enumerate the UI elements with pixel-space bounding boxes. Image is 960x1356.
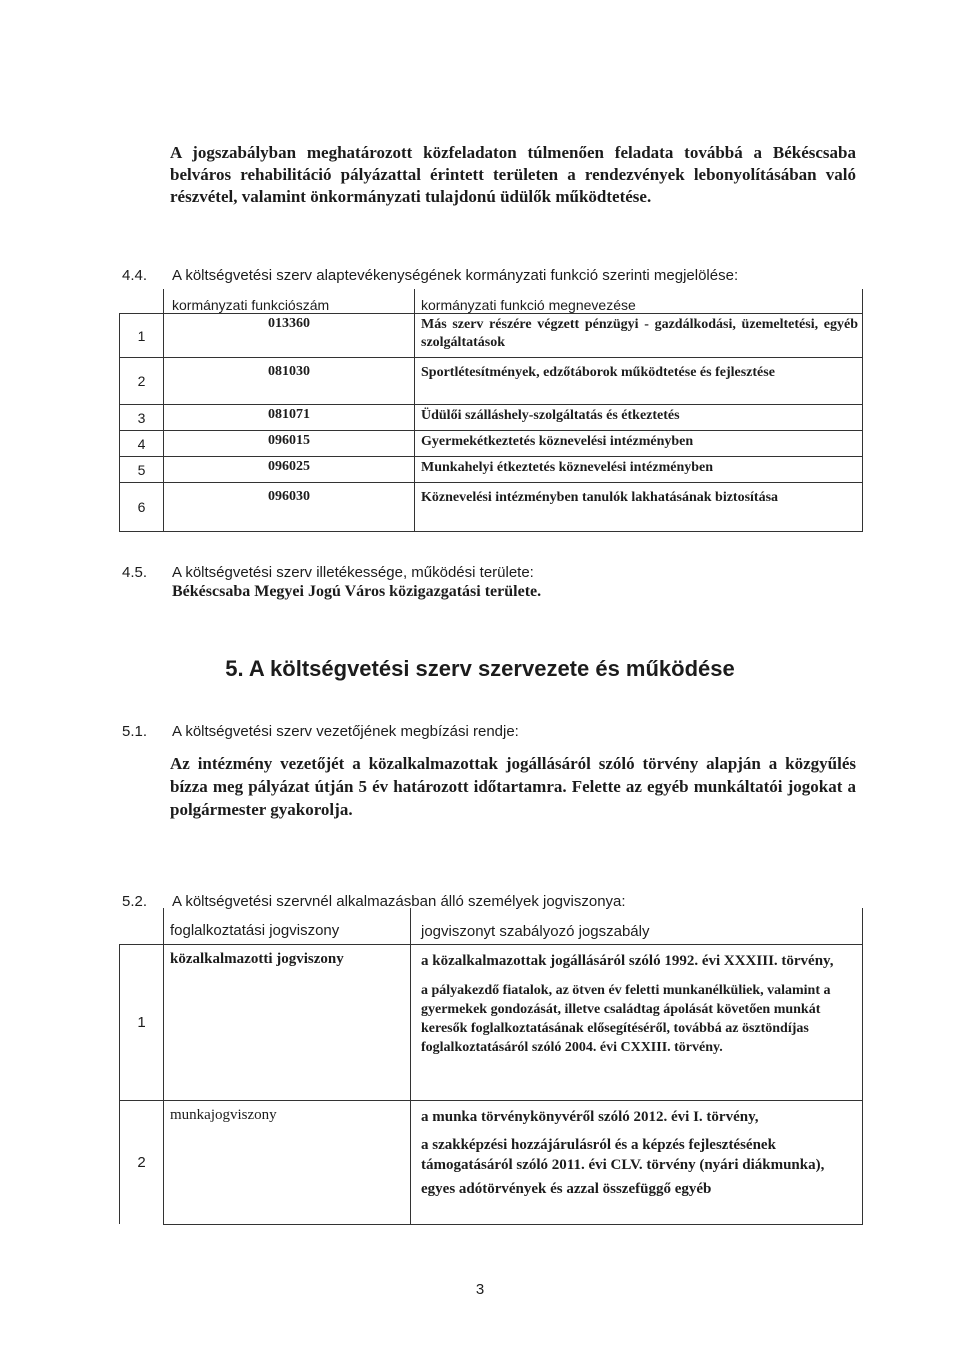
section-5-2-number: 5.2. bbox=[122, 893, 148, 910]
header-type: foglalkoztatási jogviszony bbox=[164, 908, 411, 944]
law-text: a munka törvénykönyvéről szóló 2012. évi I. törvény, bbox=[421, 1108, 759, 1125]
function-name: Köznevelési intézményben tanulók lakhatásának biztosítása bbox=[415, 483, 863, 532]
intro-paragraph: A jogszabályban meghatározott közfeladaton túlmenően feladata továbbá a Békéscsaba belváros rehabilitáció pályázattal érintett területen a rendezvények lebonyolításában való részvétel, valamint önkormányzati tulajdonú üdülők működtetése. bbox=[170, 143, 856, 206]
header-law: jogviszonyt szabályozó jogszabály bbox=[411, 908, 863, 944]
section-4-4-title: A költségvetési szerv alaptevékenységének kormányzati funkció szerinti megjelölése: bbox=[172, 267, 739, 284]
table-row bbox=[120, 457, 863, 483]
table-row bbox=[120, 944, 863, 1100]
law-text: a szakképzési hozzájárulásról és a képzés fejlesztésének támogatásáról szóló 2011. évi CLV. törvény (nyári diákmunka), bbox=[421, 1136, 825, 1173]
table-row bbox=[120, 1100, 863, 1224]
header-code: kormányzati funkciószám bbox=[164, 289, 415, 314]
employment-table bbox=[119, 908, 863, 1225]
function-name: Gyermekétkeztetés köznevelési intézményben bbox=[415, 431, 863, 457]
header-name: kormányzati funkció megnevezése bbox=[415, 289, 863, 314]
section-4-5-title: A költségvetési szerv illetékessége, működési területe: bbox=[172, 564, 534, 581]
table-header-row bbox=[120, 289, 863, 314]
function-code: 081071 bbox=[164, 405, 415, 431]
row-number: 2 bbox=[120, 1100, 164, 1224]
function-code: 096025 bbox=[164, 457, 415, 483]
law-text: egyes adótörvények és azzal összefüggő egyéb bbox=[421, 1180, 712, 1197]
function-code-table bbox=[119, 289, 863, 532]
law-cell bbox=[411, 1100, 863, 1224]
row-number: 1 bbox=[120, 314, 164, 358]
row-number: 4 bbox=[120, 431, 164, 457]
function-code: 081030 bbox=[164, 358, 415, 405]
row-number: 6 bbox=[120, 483, 164, 532]
table-row bbox=[120, 314, 863, 358]
section-4-5-number: 4.5. bbox=[122, 564, 148, 581]
table-row bbox=[120, 358, 863, 405]
employment-type: munkajogviszony bbox=[164, 1100, 411, 1224]
section-5-1-number: 5.1. bbox=[122, 723, 148, 740]
table-row bbox=[120, 405, 863, 431]
function-name: Üdülői szálláshely-szolgáltatás és étkeztetés bbox=[415, 405, 863, 431]
law-text: a közalkalmazottak jogállásáról szóló 1992. évi XXXIII. törvény, bbox=[421, 952, 834, 969]
function-name: Sportlétesítmények, edzőtáborok működtetése és fejlesztése bbox=[415, 358, 863, 405]
law-text: a pályakezdő fiatalok, az ötven év feletti munkanélküliek, valamint a gyermekek gondozását, illetve családtag ápolását követően munkát keresők foglalkoztatásának elősegítéséről, továbbá az ösztöndíjas foglalkoztatásáról szóló 2004. évi CXXIII. törvény. bbox=[421, 982, 831, 1055]
section-5-1-title: A költségvetési szerv vezetőjének megbízási rendje: bbox=[172, 723, 519, 740]
table-row bbox=[120, 431, 863, 457]
law-cell bbox=[411, 944, 863, 1100]
section-4-5-value: Békéscsaba Megyei Jogú Város közigazgatási területe. bbox=[172, 583, 542, 600]
function-code: 013360 bbox=[164, 314, 415, 358]
table-header-row bbox=[120, 908, 863, 944]
row-number: 5 bbox=[120, 457, 164, 483]
section-5-2-title: A költségvetési szervnél alkalmazásban álló személyek jogviszonya: bbox=[172, 893, 626, 910]
page-number: 3 bbox=[475, 1281, 485, 1298]
function-name: Más szerv részére végzett pénzügyi - gazdálkodási, üzemeltetési, egyéb szolgáltatások bbox=[415, 314, 863, 358]
function-code: 096015 bbox=[164, 431, 415, 457]
function-code: 096030 bbox=[164, 483, 415, 532]
row-number: 3 bbox=[120, 405, 164, 431]
function-name: Munkahelyi étkeztetés köznevelési intézményben bbox=[415, 457, 863, 483]
row-number: 2 bbox=[120, 358, 164, 405]
section-4-4-number: 4.4. bbox=[122, 267, 148, 284]
employment-type: közalkalmazotti jogviszony bbox=[164, 944, 411, 1100]
section-5-1-text: Az intézmény vezetőjét a közalkalmazottak jogállásáról szóló törvény alapján a közgyűlés bízza meg pályázat útján 5 év határozott időtartamra. Felette az egyéb munkáltatói jogokat a polgármester gyakorolja. bbox=[170, 754, 856, 819]
table-row bbox=[120, 483, 863, 532]
row-number: 1 bbox=[120, 944, 164, 1100]
chapter-heading: 5. A költségvetési szerv szervezete és működése bbox=[225, 656, 735, 681]
